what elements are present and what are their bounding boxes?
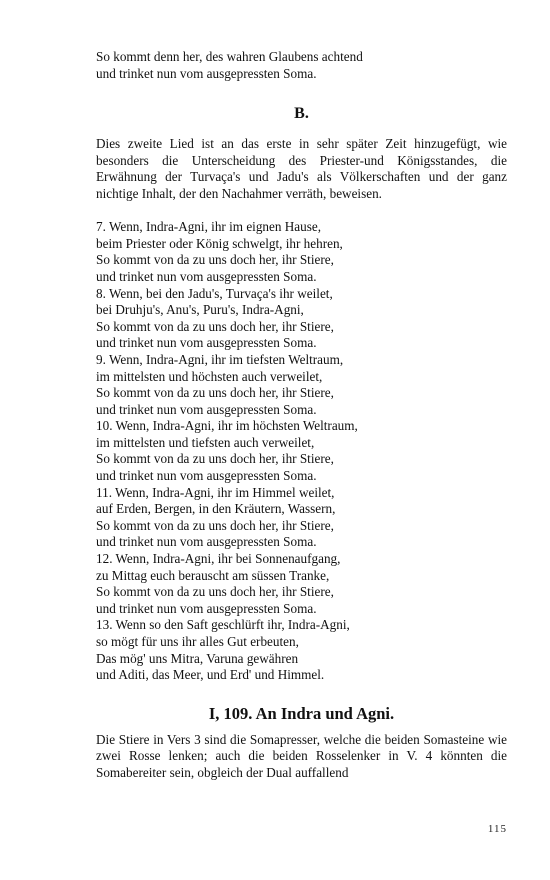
verse-line: und Aditi, das Meer, und Erd' und Himmel. <box>96 667 325 683</box>
page-body <box>96 49 507 782</box>
verse-line: und trinket nun vom ausgepressten Soma. <box>96 268 317 284</box>
verse-line: 7. Wenn, Indra-Agni, ihr im eignen Hause, <box>96 219 322 235</box>
verse-line: beim Priester oder König schwelgt, ihr hehren, <box>96 235 343 251</box>
intro-line: und trinket nun vom ausgepressten Soma. <box>96 65 317 81</box>
verse-line: bei Druhju's, Anu's, Puru's, Indra-Agni, <box>96 302 304 318</box>
verse-line: so mögt für uns ihr alles Gut erbeuten, <box>96 634 299 649</box>
verse-line: So kommt von da zu uns doch her, ihr Stiere, <box>96 385 334 401</box>
verse-line: Das mög' uns Mitra, Varuna gewähren <box>96 650 299 666</box>
section-heading-109: I, 109. An Indra und Agni. <box>208 703 395 723</box>
verse-line: im mittelsten und tiefsten auch verweilet, <box>96 434 315 450</box>
verse-line: So kommt von da zu uns doch her, ihr Stiere, <box>96 517 334 533</box>
page-number: 115 <box>487 823 507 835</box>
verse-line: und trinket nun vom ausgepressten Soma. <box>96 401 317 417</box>
intro-line: So kommt denn her, des wahren Glaubens achtend <box>96 49 363 64</box>
verse-line: 13. Wenn so den Saft geschlürft ihr, Indra-Agni, <box>96 617 350 633</box>
verse-line: 12. Wenn, Indra-Agni, ihr bei Sonnenaufgang, <box>96 551 341 567</box>
verse-line: und trinket nun vom ausgepressten Soma. <box>96 600 317 616</box>
verse-line: So kommt von da zu uns doch her, ihr Stiere, <box>96 584 334 600</box>
verse-line: und trinket nun vom ausgepressten Soma. <box>96 534 317 550</box>
verse-line: 9. Wenn, Indra-Agni, ihr im tiefsten Weltraum, <box>96 351 344 367</box>
verse-line: zu Mittag euch berauscht am süssen Tranke, <box>96 567 330 583</box>
section-heading-b: B. <box>294 105 309 123</box>
verse-line: So kommt von da zu uns doch her, ihr Stiere, <box>96 252 334 268</box>
verse-line: auf Erden, Bergen, in den Kräutern, Wassern, <box>96 501 336 517</box>
stanza-gap <box>96 203 507 220</box>
section-109-paragraph: Die Stiere in Vers 3 sind die Somapresser, welche die beiden Somasteine wie zwei Rosse lenken; auch die beiden Rosselenker in V. 4 könnten die Somabereiter sein, obgleich der Dual auffallend <box>96 731 507 780</box>
verse-line: 8. Wenn, bei den Jadu's, Turvaça's ihr weilet, <box>96 285 333 301</box>
verse-line: im mittelsten und höchsten auch verweilet, <box>96 368 323 384</box>
verse-line: 10. Wenn, Indra-Agni, ihr im höchsten Weltraum, <box>96 418 358 434</box>
verse-line: 11. Wenn, Indra-Agni, ihr im Himmel weilet, <box>96 484 335 500</box>
section-b-paragraph: Dies zweite Lied ist an das erste in sehr später Zeit hinzugefügt, wie besonders die Unterscheidung des Priester-und Königsstandes, die Erwähnung der Turvaça's und Jadu's als Völkerschaften und der ganz nichtige Inhalt, der den Nachahmer verräth, beweisen. <box>96 136 507 201</box>
verse-block <box>96 219 507 684</box>
verse-line: und trinket nun vom ausgepressten Soma. <box>96 468 317 484</box>
verse-line: So kommt von da zu uns doch her, ihr Stiere, <box>96 451 334 467</box>
verse-line: So kommt von da zu uns doch her, ihr Stiere, <box>96 318 334 334</box>
verse-line: und trinket nun vom ausgepressten Soma. <box>96 335 317 351</box>
